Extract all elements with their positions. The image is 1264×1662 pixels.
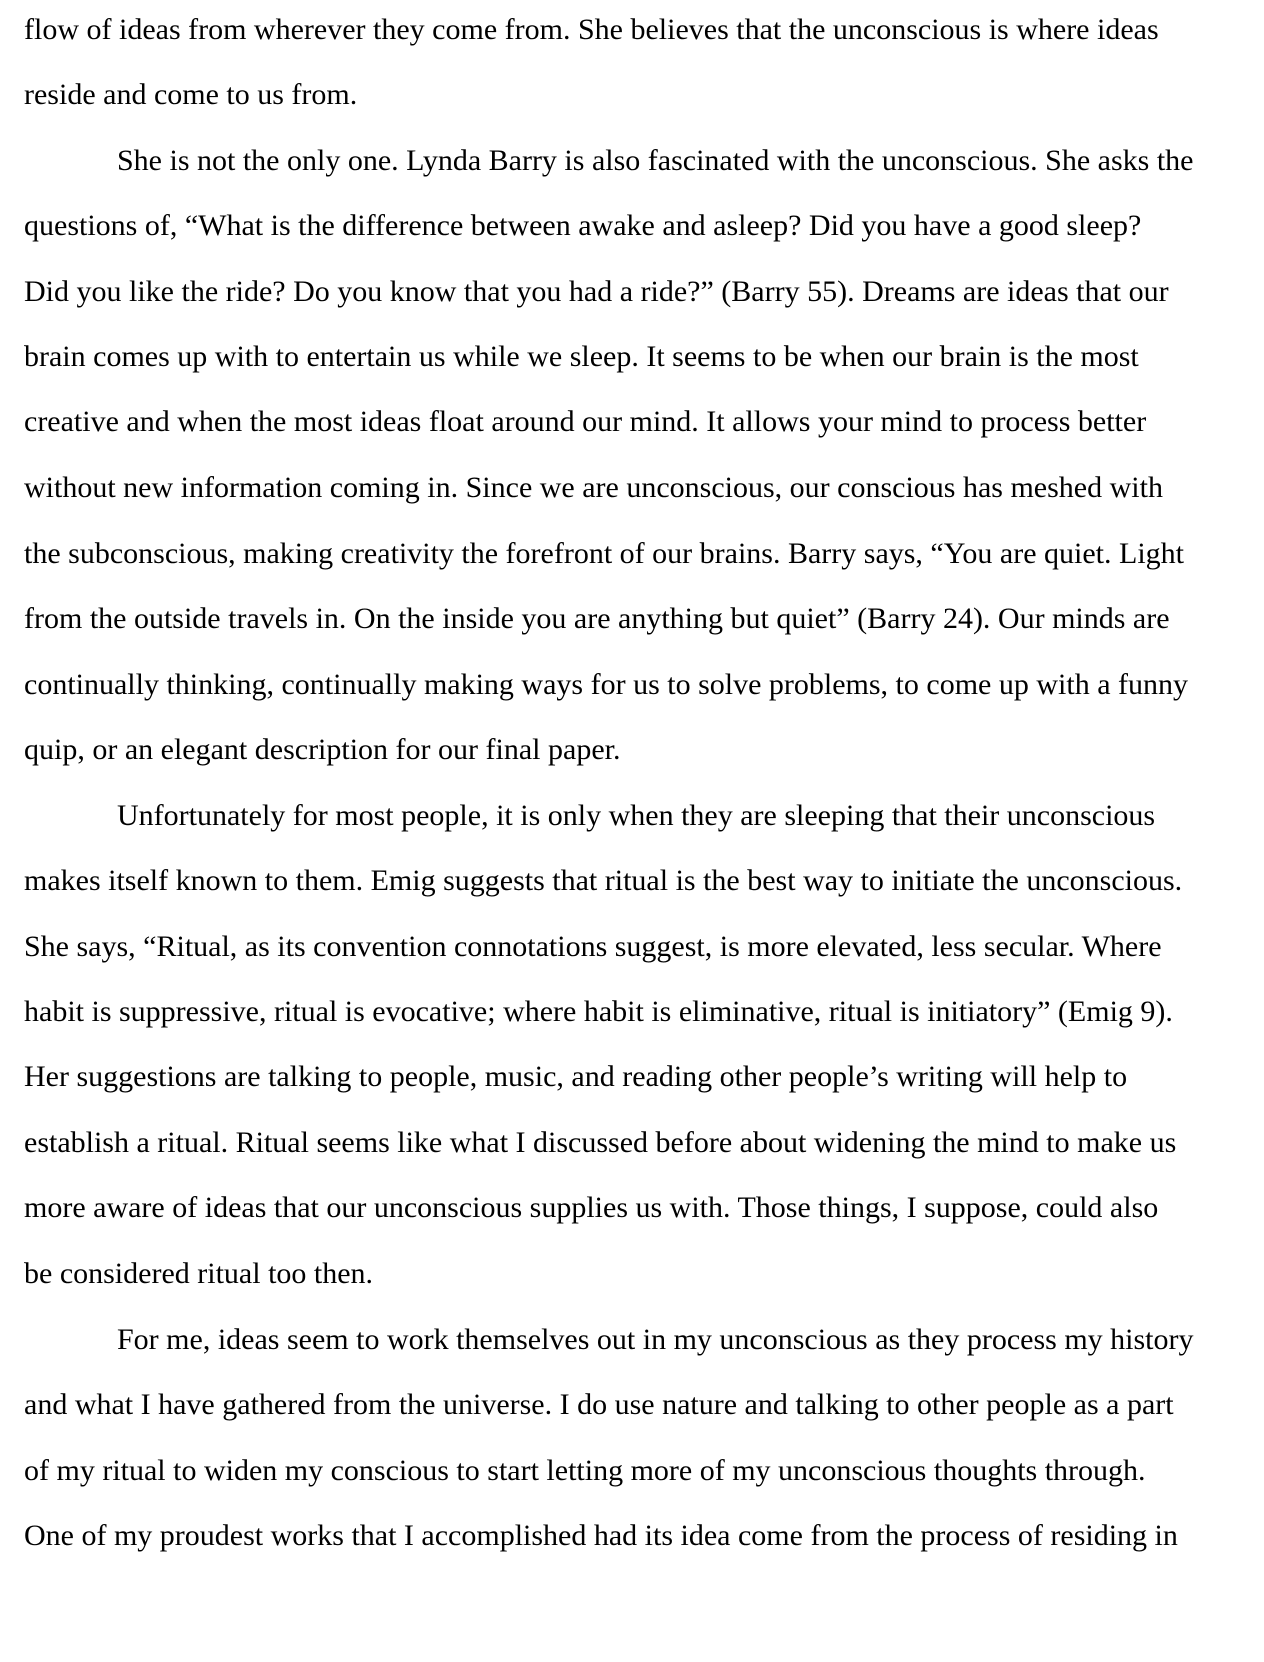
text-line: makes itself known to them. Emig suggests that ritual is the best way to initiate the unconscious.: [24, 864, 1183, 897]
text-line: establish a ritual. Ritual seems like what I discussed before about widening the mind to make us: [24, 1126, 1177, 1159]
paragraph-first-line: For me, ideas seem to work themselves out in my unconscious as they process my history: [117, 1323, 1194, 1356]
text-line: without new information coming in. Since we are unconscious, our conscious has meshed with: [24, 471, 1163, 504]
text-line: the subconscious, making creativity the forefront of our brains. Barry says, “You are quiet. Light: [24, 537, 1185, 570]
text-line: Her suggestions are talking to people, music, and reading other people’s writing will help to: [24, 1060, 1128, 1093]
text-line: of my ritual to widen my conscious to start letting more of my unconscious thoughts through.: [24, 1454, 1146, 1487]
text-line: brain comes up with to entertain us while we sleep. It seems to be when our brain is the most: [24, 340, 1139, 373]
text-line: and what I have gathered from the universe. I do use nature and talking to other people as a part: [24, 1388, 1174, 1421]
text-line: reside and come to us from.: [24, 78, 358, 111]
text-line: be considered ritual too then.: [24, 1257, 374, 1290]
text-line: creative and when the most ideas float around our mind. It allows your mind to process better: [24, 405, 1147, 438]
text-line: flow of ideas from wherever they come from. She believes that the unconscious is where ideas: [24, 13, 1159, 46]
text-line: from the outside travels in. On the inside you are anything but quiet” (Barry 24). Our minds are: [24, 602, 1170, 635]
text-line: Did you like the ride? Do you know that you had a ride?” (Barry 55). Dreams are ideas that our: [24, 275, 1169, 308]
text-line: quip, or an elegant description for our final paper.: [24, 733, 621, 766]
paragraph-first-line: Unfortunately for most people, it is only when they are sleeping that their unconscious: [117, 799, 1156, 832]
text-line: She says, “Ritual, as its convention connotations suggest, is more elevated, less secular. Where: [24, 930, 1162, 963]
text-line: more aware of ideas that our unconscious supplies us with. Those things, I suppose, could also: [24, 1191, 1159, 1224]
text-line: habit is suppressive, ritual is evocative; where habit is eliminative, ritual is initiatory” (Emig 9).: [24, 995, 1173, 1028]
paragraph-first-line: She is not the only one. Lynda Barry is also fascinated with the unconscious. She asks the: [117, 144, 1194, 177]
text-line: questions of, “What is the difference between awake and asleep? Did you have a good sleep?: [24, 209, 1142, 242]
text-line: continually thinking, continually making ways for us to solve problems, to come up with a funny: [24, 668, 1188, 701]
text-line: One of my proudest works that I accomplished had its idea come from the process of residing in: [24, 1519, 1178, 1552]
